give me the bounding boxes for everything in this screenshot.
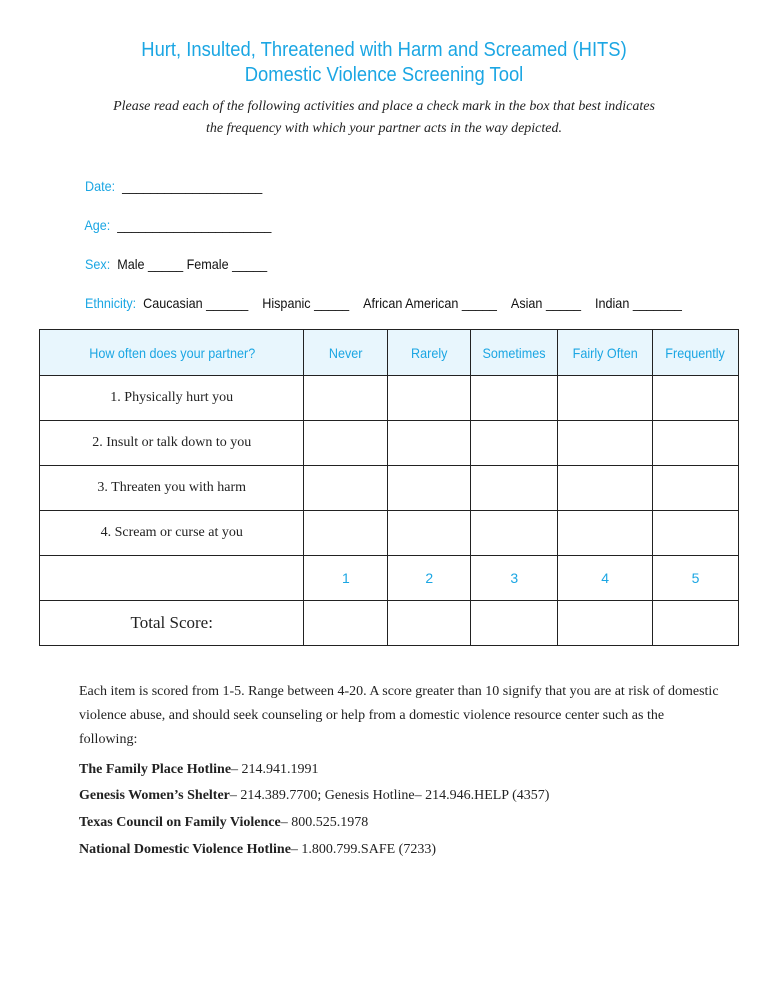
sex-option-male[interactable]: [117, 256, 183, 272]
checkbox-q2-frequently[interactable]: [653, 421, 739, 466]
checkbox-q4-never[interactable]: [304, 511, 388, 556]
ethnicity-option-asian[interactable]: [511, 295, 581, 311]
total-score-label: Total Score:: [40, 601, 304, 646]
title-line-1: Hurt, Insulted, Threatened with Harm and Screamed (HITS): [141, 39, 627, 61]
table-row: [40, 421, 739, 466]
age-blank[interactable]: ______________________: [117, 217, 272, 233]
header-fairly-often: Fairly Often: [558, 330, 653, 376]
checkbox-q4-rarely[interactable]: [388, 511, 471, 556]
table-header-row: [40, 330, 739, 376]
resource-family-place: [79, 762, 319, 778]
sex-male-blank[interactable]: _____: [148, 256, 184, 272]
score-values-row: [40, 556, 739, 601]
scoring-explanation: Each item is scored from 1-5. Range between 4-20. A score greater than 10 signify that you are at risk of domestic violence abuse, and should seek counseling or help from a domestic violence resource center such as the following:: [79, 684, 719, 747]
ethnicity-option-caucasian[interactable]: [143, 295, 248, 311]
resource-detail: – 1.800.799.SAFE (7233): [290, 842, 436, 857]
ethnicity-option-hispanic[interactable]: [262, 295, 349, 311]
resource-detail: – 214.941.1991: [231, 762, 319, 777]
sex-female-label: Female: [186, 256, 229, 272]
ethnicity-field: [78, 279, 682, 311]
checkbox-q1-never[interactable]: [304, 376, 388, 421]
ethnicity-caucasian-blank[interactable]: ______: [206, 295, 249, 311]
checkbox-q2-rarely[interactable]: [388, 421, 471, 466]
total-never[interactable]: [304, 601, 388, 646]
checkbox-q4-fairly-often[interactable]: [558, 511, 653, 556]
total-fairly-often[interactable]: [558, 601, 653, 646]
question-1: 1. Physically hurt you: [40, 376, 304, 421]
score-value-frequently: 5: [653, 556, 739, 601]
checkbox-q1-frequently[interactable]: [653, 376, 739, 421]
checkbox-q3-never[interactable]: [304, 466, 388, 511]
question-4: 4. Scream or curse at you: [40, 511, 304, 556]
checkbox-q1-rarely[interactable]: [388, 376, 471, 421]
resource-detail: – 214.389.7700; Genesis Hotline– 214.946.HELP (4357): [229, 788, 550, 803]
score-value-sometimes: 3: [471, 556, 558, 601]
checkbox-q4-frequently[interactable]: [653, 511, 739, 556]
ethnicity-caucasian-label: Caucasian: [143, 295, 203, 311]
sex-option-female[interactable]: [187, 256, 268, 272]
date-field[interactable]: [78, 162, 262, 194]
total-score-row: [40, 601, 739, 646]
ethnicity-asian-blank[interactable]: _____: [545, 295, 581, 311]
sex-female-blank[interactable]: _____: [232, 256, 268, 272]
instructions-line-1: Please read each of the following activities and place a check mark in the box that best indicates: [113, 99, 655, 114]
hits-screening-table: [39, 329, 739, 646]
total-frequently[interactable]: [653, 601, 739, 646]
header-frequently: Frequently: [653, 330, 739, 376]
question-2: 2. Insult or talk down to you: [40, 421, 304, 466]
ethnicity-option-indian[interactable]: [595, 295, 682, 311]
resource-detail: – 800.525.1978: [280, 815, 369, 830]
title-line-2: Domestic Violence Screening Tool: [244, 64, 524, 86]
total-rarely[interactable]: [388, 601, 471, 646]
sex-label: Sex:: [85, 256, 111, 272]
score-value-never: 1: [304, 556, 388, 601]
header-never: Never: [304, 330, 388, 376]
ethnicity-african-american-blank[interactable]: _____: [461, 295, 497, 311]
resource-name: National Domestic Violence Hotline: [79, 842, 291, 857]
checkbox-q2-sometimes[interactable]: [471, 421, 558, 466]
instructions-line-2: the frequency with which your partner acts in the way depicted.: [205, 121, 562, 136]
date-blank[interactable]: ____________________: [122, 178, 263, 194]
checkbox-q3-fairly-often[interactable]: [558, 466, 653, 511]
table-row: [40, 511, 739, 556]
table-row: [40, 376, 739, 421]
table-row: [40, 466, 739, 511]
checkbox-q2-never[interactable]: [304, 421, 388, 466]
question-3: 3. Threaten you with harm: [40, 466, 304, 511]
ethnicity-option-african-american[interactable]: [363, 295, 497, 311]
resource-texas-council: [79, 815, 368, 831]
checkbox-q4-sometimes[interactable]: [471, 511, 558, 556]
total-sometimes[interactable]: [471, 601, 558, 646]
score-value-fairly-often: 4: [558, 556, 653, 601]
ethnicity-asian-label: Asian: [510, 295, 543, 311]
resource-national-hotline: [79, 842, 436, 858]
resource-name: Genesis Women’s Shelter: [79, 788, 230, 803]
checkbox-q2-fairly-often[interactable]: [558, 421, 653, 466]
checkbox-q1-sometimes[interactable]: [471, 376, 558, 421]
checkbox-q1-fairly-often[interactable]: [558, 376, 653, 421]
checkbox-q3-frequently[interactable]: [653, 466, 739, 511]
ethnicity-indian-blank[interactable]: _______: [632, 295, 682, 311]
ethnicity-label: Ethnicity:: [85, 295, 137, 311]
ethnicity-hispanic-label: Hispanic: [262, 295, 311, 311]
sex-male-label: Male: [117, 256, 145, 272]
score-row-label: [40, 556, 304, 601]
header-rarely: Rarely: [388, 330, 471, 376]
resource-name: The Family Place Hotline: [79, 762, 232, 777]
sex-field: [78, 240, 267, 272]
age-label: Age:: [84, 217, 111, 233]
header-sometimes: Sometimes: [471, 330, 558, 376]
score-value-rarely: 2: [388, 556, 471, 601]
resource-genesis: [79, 788, 549, 804]
checkbox-q3-sometimes[interactable]: [471, 466, 558, 511]
age-field[interactable]: [78, 201, 271, 233]
ethnicity-hispanic-blank[interactable]: _____: [314, 295, 350, 311]
resource-name: Texas Council on Family Violence: [79, 815, 281, 830]
ethnicity-african-american-label: African American: [363, 295, 459, 311]
date-label: Date:: [85, 178, 116, 194]
ethnicity-indian-label: Indian: [594, 295, 630, 311]
checkbox-q3-rarely[interactable]: [388, 466, 471, 511]
header-question: How often does your partner?: [40, 330, 304, 376]
